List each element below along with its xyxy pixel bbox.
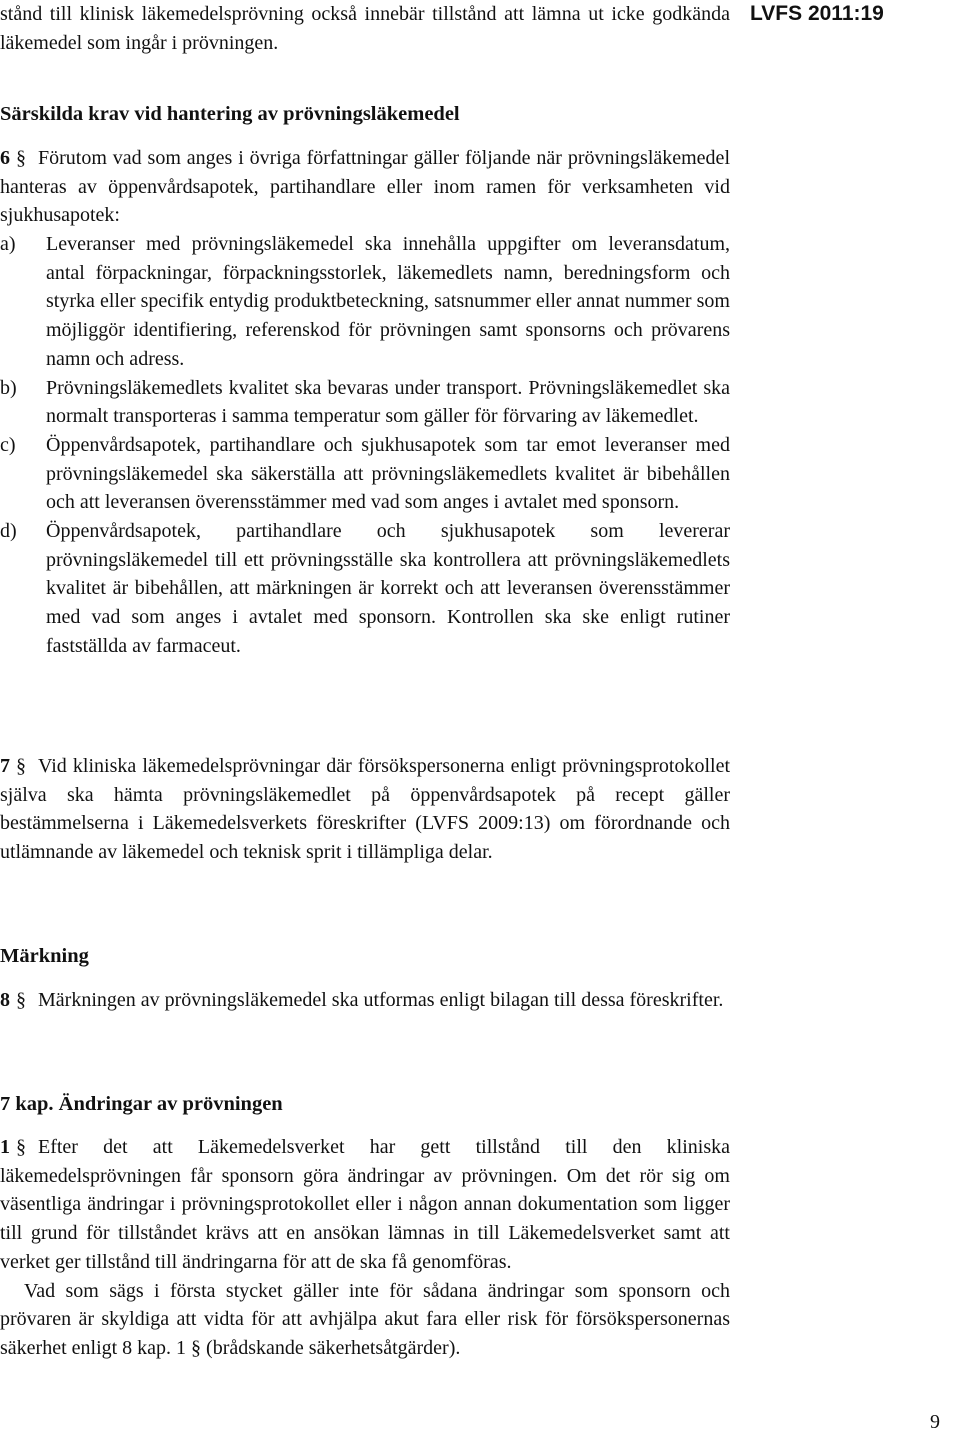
chapter-heading: 7 kap. Ändringar av prövningen: [0, 1093, 283, 1115]
paragraph-text: Vid kliniska läkemedelsprövningar där försökspersonerna enligt prövningsprotokollet själva ska hämta prövningsläkemedlet på öppenvårdsapotek på recept gäller bestämmelserna i Läkemedelsverkets föreskrifter (LVFS 2009:13) om förordnande och utlämnande av läkemedel och teknisk sprit i tillämpliga delar.: [0, 755, 730, 864]
section-sign: §: [16, 147, 26, 169]
section-sign: §: [16, 989, 26, 1011]
paragraph-number: 6: [0, 147, 10, 169]
list-item: [0, 230, 730, 374]
requirements-list: [0, 230, 730, 661]
section-sign: §: [16, 1136, 26, 1158]
paragraph-number: 7: [0, 755, 10, 777]
list-marker: d): [0, 520, 17, 543]
paragraph-text: Efter det att Läkemedelsverket har gett tillstånd till den kliniska läkemedelsprövningen får sponsorn göra ändringar av prövningen. Om det rör sig om väsentliga ändringar i prövningsprotokollet eller i någon annan dokumentation som ligger till grund för tillståndet krävs att en ansökan lämnas in till Läkemedelsverket samt att verket ger tillstånd till ändringarna för att de ska få genomföras.: [0, 1136, 730, 1273]
page-number: 9: [930, 1411, 940, 1433]
list-item: [0, 517, 730, 661]
list-item: [0, 431, 730, 517]
paragraph-number: 8: [0, 989, 10, 1011]
paragraph-number: 1: [0, 1136, 10, 1158]
list-item-text: Öppenvårdsapotek, partihandlare och sjukhusapotek som levererar prövningsläkemedel till ett prövningsställe ska kontrollera att prövningsläkemedlets kvalitet är bibehållen, att märkningen är korrekt och att leveransen överensstämmer med vad som anges i avtalet med sponsorn. Kontrollen ska ske enligt rutiner fastställda av farmaceut.: [46, 520, 730, 657]
list-item-text: Leveranser med prövningsläkemedel ska innehålla uppgifter om leveransdatum, antal förpackningar, förpackningsstorlek, läkemedlets namn, beredningsform och styrka eller specifik entydig produktbeteckning, satsnummer eller annat nummer som möjliggör identifiering, referenskod för prövningen samt sponsorns och prövarens namn och adress.: [46, 233, 730, 370]
list-item-text: Öppenvårdsapotek, partihandlare och sjukhusapotek som tar emot leveranser med prövningsläkemedel ska säkerställa att prövningsläkemedlets kvalitet är bibehållen och att leveransen överensstämmer med vad som anges i avtalet med sponsorn.: [46, 433, 730, 514]
list-marker: a): [0, 233, 16, 255]
paragraph-6: [0, 144, 730, 230]
section-heading-labelling: Märkning: [0, 945, 89, 967]
list-item-text: Prövningsläkemedlets kvalitet ska bevaras under transport. Prövningsläkemedlet ska normalt transporteras i samma temperatur som gäller för förvaring av läkemedlet.: [46, 376, 730, 428]
list-marker: b): [0, 376, 17, 399]
regulation-code: LVFS 2011:19: [750, 2, 884, 25]
intro-paragraph: stånd till klinisk läkemedelsprövning också innebär tillstånd att lämna ut icke godkända läkemedel som ingår i prövningen.: [0, 3, 730, 54]
chapter-7-body: [0, 1133, 730, 1363]
paragraph-text: Märkningen av prövningsläkemedel ska utformas enligt bilagan till dessa föreskrifter.: [38, 989, 724, 1011]
section-heading-handling: Särskilda krav vid hantering av prövningsläkemedel: [0, 103, 460, 125]
chapter-7-paragraph-2: Vad som sägs i första stycket gäller inte för sådana ändringar som sponsorn och prövaren är skyldiga att vidta för att avhjälpa akut fara eller risk för försökspersonernas säkerhet enligt 8 kap. 1 § (brådskande säkerhetsåtgärder).: [0, 1279, 730, 1359]
section-sign: §: [16, 755, 26, 777]
list-item: [0, 374, 730, 431]
paragraph-7: [0, 752, 730, 867]
chapter-7-paragraph-1: [0, 1133, 730, 1277]
paragraph-8: [0, 986, 730, 1015]
paragraph-text: Förutom vad som anges i övriga författningar gäller följande när prövningsläkemedel hanteras av öppenvårdsapotek, partihandlare eller inom ramen för verksamheten vid sjukhusapotek:: [0, 147, 730, 227]
list-marker: c): [0, 433, 16, 456]
